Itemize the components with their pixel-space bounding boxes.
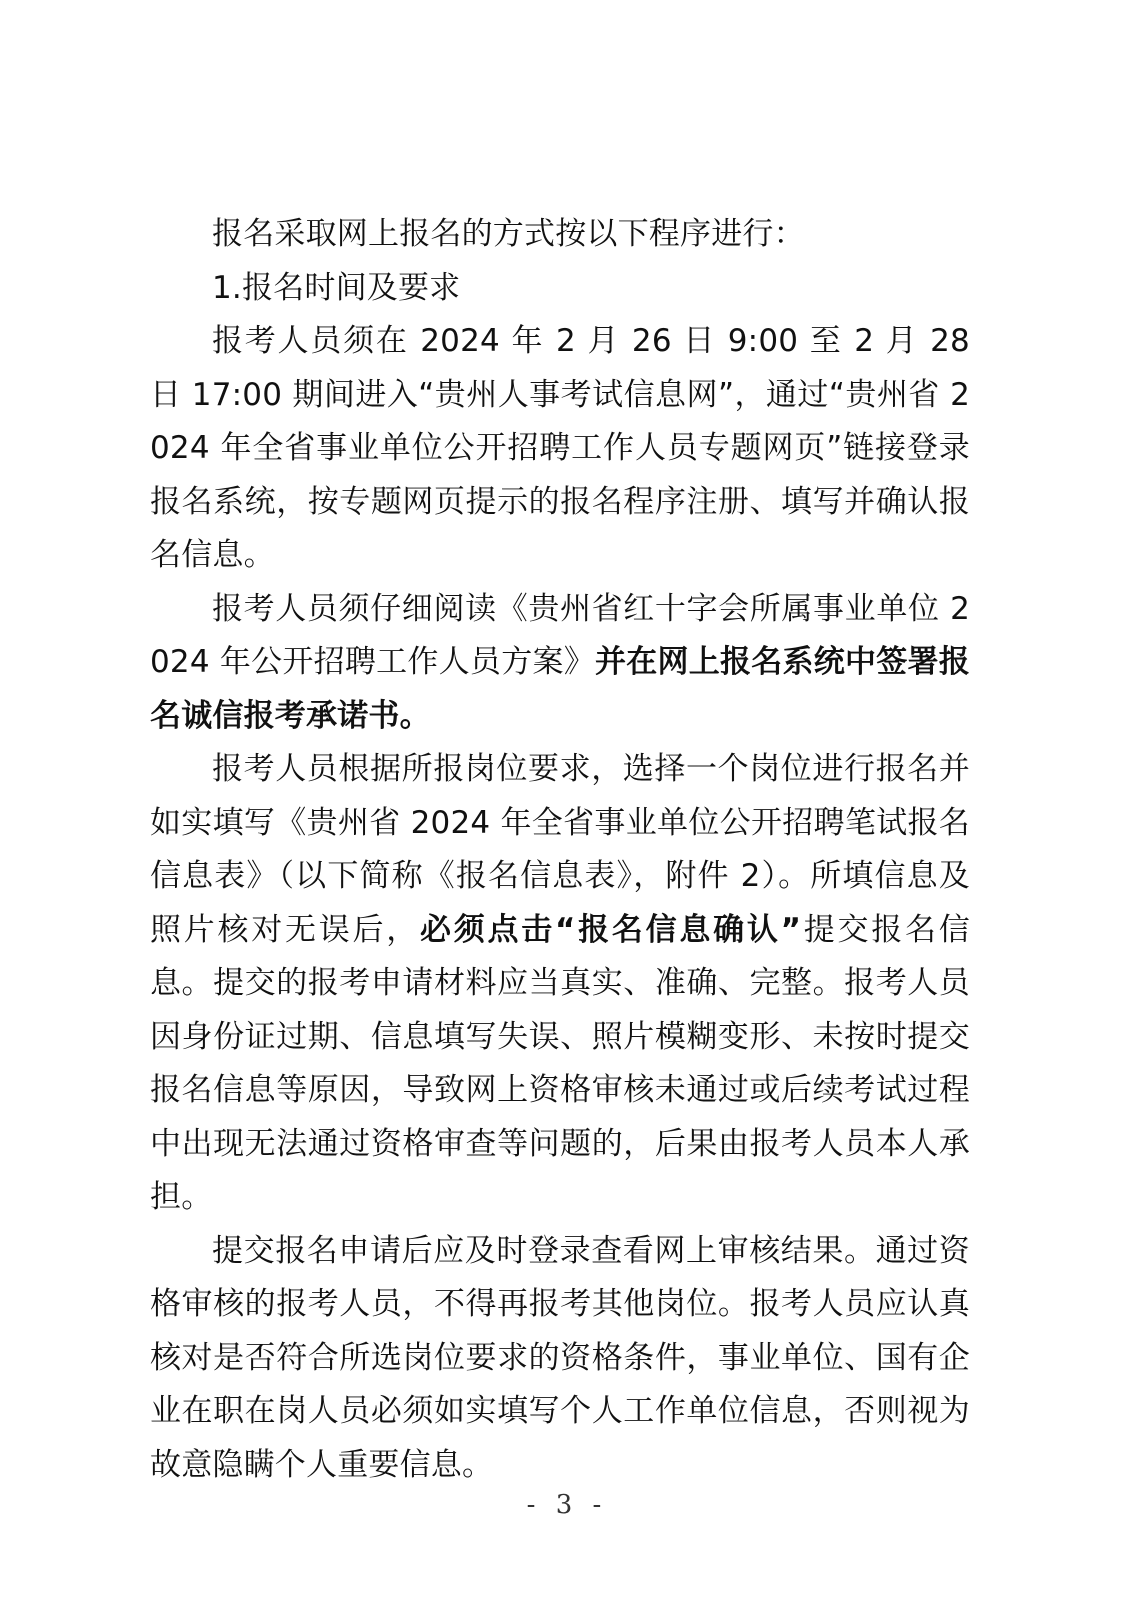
text-segment: 1.报名时间及要求 [212, 269, 461, 306]
text-segment: 报考人员须仔细阅读《贵州省红十字会所属事业单位 2024 年公开招聘工作人员方案》 [150, 590, 970, 680]
text-segment: 报名采取网上报名的方式按以下程序进行： [212, 216, 805, 252]
bold-text-segment: 并在网上报名系统中签署报名诚信报考承诺书。 [150, 644, 970, 734]
text-segment: 提交报名信息。提交的报考申请材料应当真实、准确、完整。报考人员因身份证过期、信息填写失误、照片模糊变形、未按时提交报名信息等原因，导致网上资格审核未通过或后续考试过程中出现无法通过资格审查等问题的，后果由报考人员本人承担。 [150, 911, 970, 1215]
text-segment: 报考人员根据所报岗位要求，选择一个岗位进行报名并如实填写《贵州省 2024 年全省事业单位公开招聘笔试报名信息表》（以下简称《报名信息表》，附件 2）。所填信息及照片核对无误后， [150, 751, 970, 948]
bold-text-segment: 必须点击“报名信息确认” [420, 911, 802, 948]
document-body [150, 208, 970, 1492]
paragraph-check-results [150, 1225, 970, 1493]
paragraph-select-position [150, 743, 970, 1225]
paragraph-heading-registration-time [150, 262, 970, 316]
paragraph-read-plan [150, 583, 970, 744]
text-segment: 报考人员须在 2024 年 2 月 26 日 9:00 至 2 月 28 日 17:00 期间进入“贵州人事考试信息网”，通过“贵州省 2024 年全省事业单位公开招聘工作人员专题网页”链接登录报名系统，按专题网页提示的报名程序注册、填写并确认报名信息。 [150, 323, 970, 573]
paragraph-registration-period [150, 315, 970, 583]
paragraph-intro [150, 208, 970, 262]
page-number: - 3 - [526, 1490, 608, 1520]
text-segment: 提交报名申请后应及时登录查看网上审核结果。通过资格审核的报考人员，不得再报考其他岗位。报考人员应认真核对是否符合所选岗位要求的资格条件，事业单位、国有企业在职在岗人员必须如实填写个人工作单位信息，否则视为故意隐瞒个人重要信息。 [150, 1232, 970, 1483]
